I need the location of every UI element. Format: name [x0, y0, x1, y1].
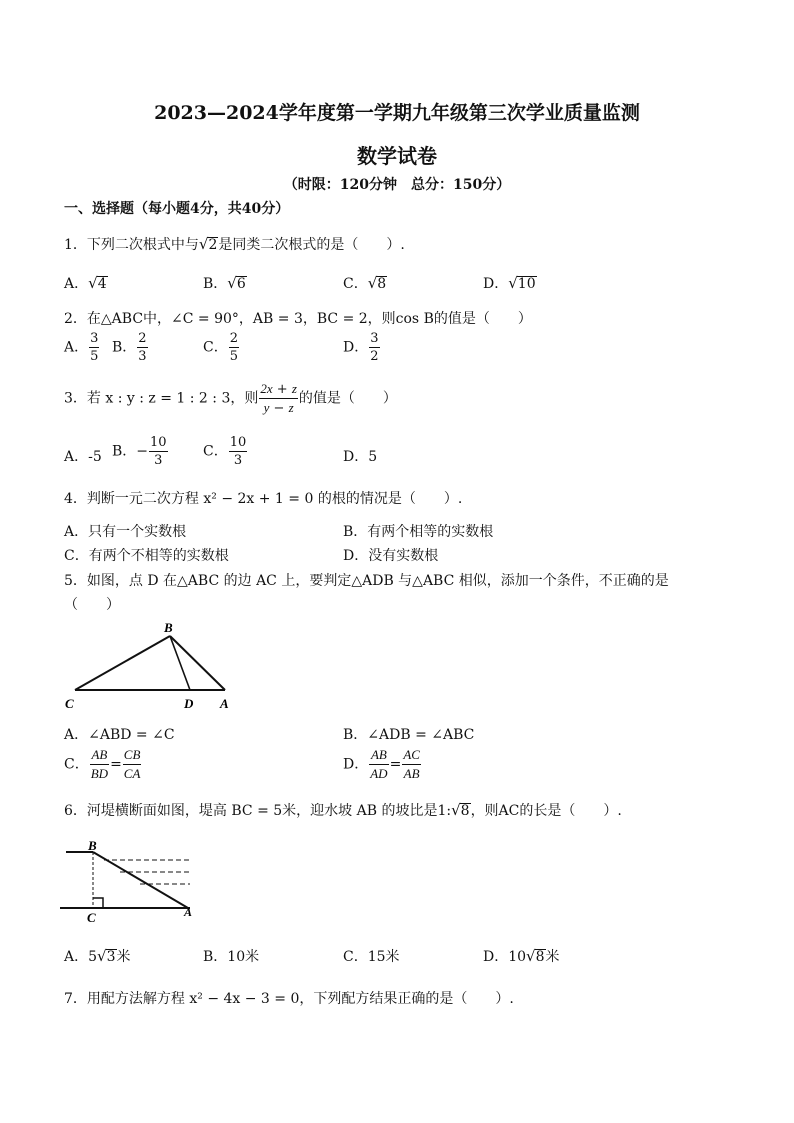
q5-label-a: A	[220, 696, 229, 711]
q1-option-b: B．√6	[203, 274, 246, 292]
exam-title: 2023—2024学年度第一学期九年级第三次学业质量监测	[154, 102, 640, 124]
question-7: 7．用配方法解方程 x² − 4x − 3 = 0，下列配方结果正确的是（ ）.	[64, 991, 514, 1007]
q6-right-angle-mark	[93, 898, 103, 908]
question-1: 1．下列二次根式中与√2是同类二次根式的是（ ）.	[64, 235, 405, 253]
q5-side-cb	[75, 636, 170, 690]
q3-option-d: D．5	[343, 449, 378, 465]
q6-option-c: C．15米	[343, 949, 400, 965]
q5-label-c: C	[65, 696, 74, 711]
q1-option-a: A．√4	[64, 274, 107, 292]
q5-side-bd	[170, 636, 190, 690]
q3-option-c: C． $\frac{10}{3}$	[203, 435, 247, 468]
question-2: 2．在△ABC中，∠C = 90°，AB = 3，BC = 2，则cos B的值是（ ）	[64, 311, 532, 327]
q6-embankment-figure	[60, 836, 200, 924]
q1-option-d: D．√10	[483, 274, 536, 292]
q5-label-d: D	[184, 696, 194, 711]
q4-option-c: C．有两个不相等的实数根	[64, 548, 229, 564]
q2-option-c: C． $\frac{2}{5}$	[203, 331, 238, 364]
q5-option-d: D． $\frac{AB}{AD}$ = $\frac{AC}{AB}$	[343, 747, 420, 781]
question-5-line-1: 5．如图，点 D 在△ABC 的边 AC 上，要判定△ADB 与△ABC 相似，添加一个条件，不正确的是	[64, 573, 669, 589]
exam-subtitle: 数学试卷	[357, 144, 437, 168]
q4-option-a: A．只有一个实数根	[64, 524, 187, 540]
question-4: 4．判断一元二次方程 x² − 2x + 1 = 0 的根的情况是（ ）.	[64, 491, 463, 507]
q5-option-c: C． $\frac{AB}{BD}$ = $\frac{CB}{CA}$	[64, 747, 141, 781]
q3-option-a: A．-5	[64, 449, 102, 465]
q6-label-a: A	[184, 905, 193, 919]
question-5-line-2: （ ）	[64, 597, 120, 613]
q4-option-d: D．没有实数根	[343, 548, 439, 564]
q1-option-c: C．√8	[343, 274, 387, 292]
section-heading: 一、选择题（每小题4分，共40分）	[64, 201, 290, 217]
q2-option-b: B． $\frac{2}{3}$	[112, 331, 147, 364]
q3-option-b: B．− $\frac{10}{3}$	[112, 435, 167, 468]
q5-option-a: A．∠ABD = ∠C	[64, 727, 175, 743]
question-3: 3．若 x : y : z = 1 : 2 : 3，则 $\frac{2x + z}{y - z}$ 的值是（ ）	[64, 381, 397, 416]
question-6: 6．河堤横断面如图，堤高 BC = 5米，迎水坡 AB 的坡比是1:√8，则AC的长是（ ）.	[64, 801, 622, 819]
q2-option-a: A． $\frac{3}{5}$	[64, 331, 99, 364]
q5-option-b: B．∠ADB = ∠ABC	[343, 727, 475, 743]
q6-option-b: B．10米	[203, 949, 260, 965]
q6-option-a: A．5√3米	[64, 947, 131, 965]
q6-label-b: B	[88, 838, 97, 853]
exam-info: （时限：120分钟 总分：150分）	[283, 177, 511, 193]
q5-side-ba	[170, 636, 225, 690]
q6-option-d: D．10√8米	[483, 947, 560, 965]
q2-option-d: D． $\frac{3}{2}$	[343, 331, 379, 364]
q6-label-c: C	[87, 910, 96, 924]
q5-triangle-figure	[60, 616, 240, 712]
q4-option-b: B．有两个相等的实数根	[343, 524, 494, 540]
q5-label-b: B	[164, 620, 173, 635]
